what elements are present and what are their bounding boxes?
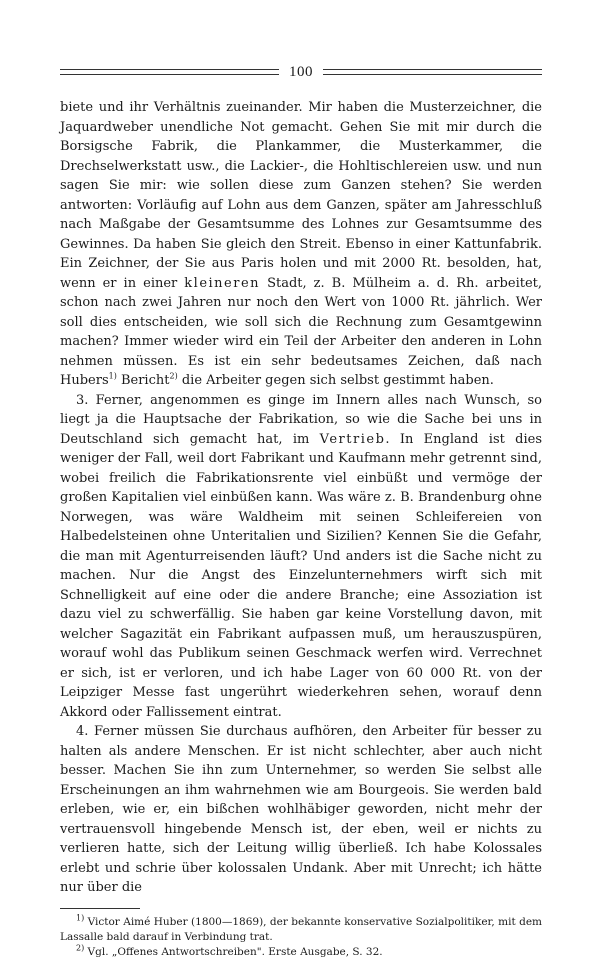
footnote-divider [60, 908, 140, 909]
book-page [60, 52, 542, 960]
text-run: die Arbeiter gegen sich selbst gestimmt haben. [177, 373, 494, 388]
footnote-mark: 2) [76, 943, 85, 952]
header-rule-right [323, 69, 542, 75]
footnote-mark: 1) [76, 913, 85, 922]
text-run: . In England ist dies weniger der Fall, weil dort Fabrikant und Kaufmann mehr getrennt sind, wobei freilich die Fabrikationsrente viel einbüßt und vermöge der großen Kapitalien viel einbüßen kann. Was wäre z. B. Brandenburg ohne Norwegen, was wäre Waldheim mit seinen Schleifereien von Halbedelsteinen ohne Unteritalien und Sizilien? Kennen Sie die Gefahr, die man mit Agenturreisenden läuft? Und anders ist die Sache nicht zu machen. Nur die Angst des Einzelunternehmers wirft sich mit Schnelligkeit auf eine oder die andere Branche; eine Assoziation ist dazu viel zu schwerfällig. Sie haben gar keine Vorstellung davon, mit welcher Sagazität ein Fabrikant aufpassen muß, um herauszuspüren, worauf wohl das Publikum seinen Geschmack werfen wird. Verrechnet er sich, ist er verloren, und ich habe Lager von 60 000 Rt. von der Leipziger Messe fast ungerührt wiederkehren sehen, worauf denn Akkord oder Fallissement eintrat. [60, 431, 543, 720]
header-rule-left [60, 69, 279, 75]
text-run: biete und ihr Verhältnis zueinander. Mir haben die Musterzeichner, die Jaquardweber unendliche Not gemacht. Gehen Sie mit mir durch die Borsigsche Fabrik, die Plankammer, die Musterkammer, die Drechselwerkstatt usw., die Lackier-, die Hohltischlereien usw. und nun sagen Sie mir: wie sollen diese zum Ganzen stehen? Sie werden antworten: Vorläufig auf Lohn aus dem Ganzen, später am Jahresschluß nach Maßgabe der Gesamtsumme des Lohnes zur Gesamtsumme des Gewinnes. Da haben Sie gleich den Streit. Ebenso in einer Kattunfabrik. Ein Zeichner, der Sie aus Paris holen und mit 2000 Rt. besolden, hat, wenn er in einer [60, 100, 542, 291]
footnote-reference: 1) [108, 371, 117, 381]
spaced-emphasis: kleineren [184, 275, 261, 291]
page-number: 100 [289, 63, 313, 80]
body-text [60, 98, 542, 898]
text-run: 3. Ferner, angenommen es ginge im Innern alles nach Wunsch, so liegt ja die Hauptsache der Fabrikation, so wie die Sache bei uns in Deutschland sich gemacht hat, im [60, 392, 542, 447]
text-run: 4. Ferner müssen Sie durchaus aufhören, den Arbeiter für besser zu halten als andere Menschen. Er ist nicht schlechter, aber auch nicht besser. Machen Sie ihn zum Unternehmer, so werden Sie selbst alle Erscheinungen an ihm wahrnehmen wie am Bourgeois. Sie werden bald erleben, wie er, ein bißchen wohlhäbiger geworden, nicht mehr der vertrauensvoll hingebende Mensch ist, der eben, weil er nichts zu verlieren hatte, sich der Leitung willig überließ. Ich habe Kolossales erlebt und schrie über kolossalen Undank. Aber mit Unrecht; ich hätte nur über die [60, 724, 542, 895]
footnote [60, 915, 542, 945]
paragraph [60, 98, 542, 391]
footnotes [60, 915, 542, 960]
page-header [60, 52, 542, 92]
text-run: Stadt, z. B. Mülheim a. d. Rh. arbeitet, schon nach zwei Jahren nur noch den Wert von 1000 Rt. jährlich. Wer soll dies entscheiden, wie soll sich die Rechnung zum Gesamtgewinn machen? Immer wieder wird ein Teil der Arbeiter den anderen in Lohn nehmen müssen. Es ist ein sehr bedeutsames Zeichen, daß nach Hubers [60, 275, 542, 388]
footnote-reference: 2) [169, 371, 178, 381]
footnote [60, 945, 542, 960]
paragraph [60, 722, 542, 898]
text-run: Bericht [116, 373, 170, 388]
footnote-text: Victor Aimé Huber (1800—1869), der bekannte konservative Sozialpolitiker, mit dem Lassalle bald darauf in Verbindung trat. [60, 915, 542, 943]
footnote-text: Vgl. „Offenes Antwortschreiben". Erste Ausgabe, S. 32. [84, 945, 383, 958]
paragraph [60, 391, 542, 723]
spaced-emphasis: Vertrieb [319, 431, 386, 447]
